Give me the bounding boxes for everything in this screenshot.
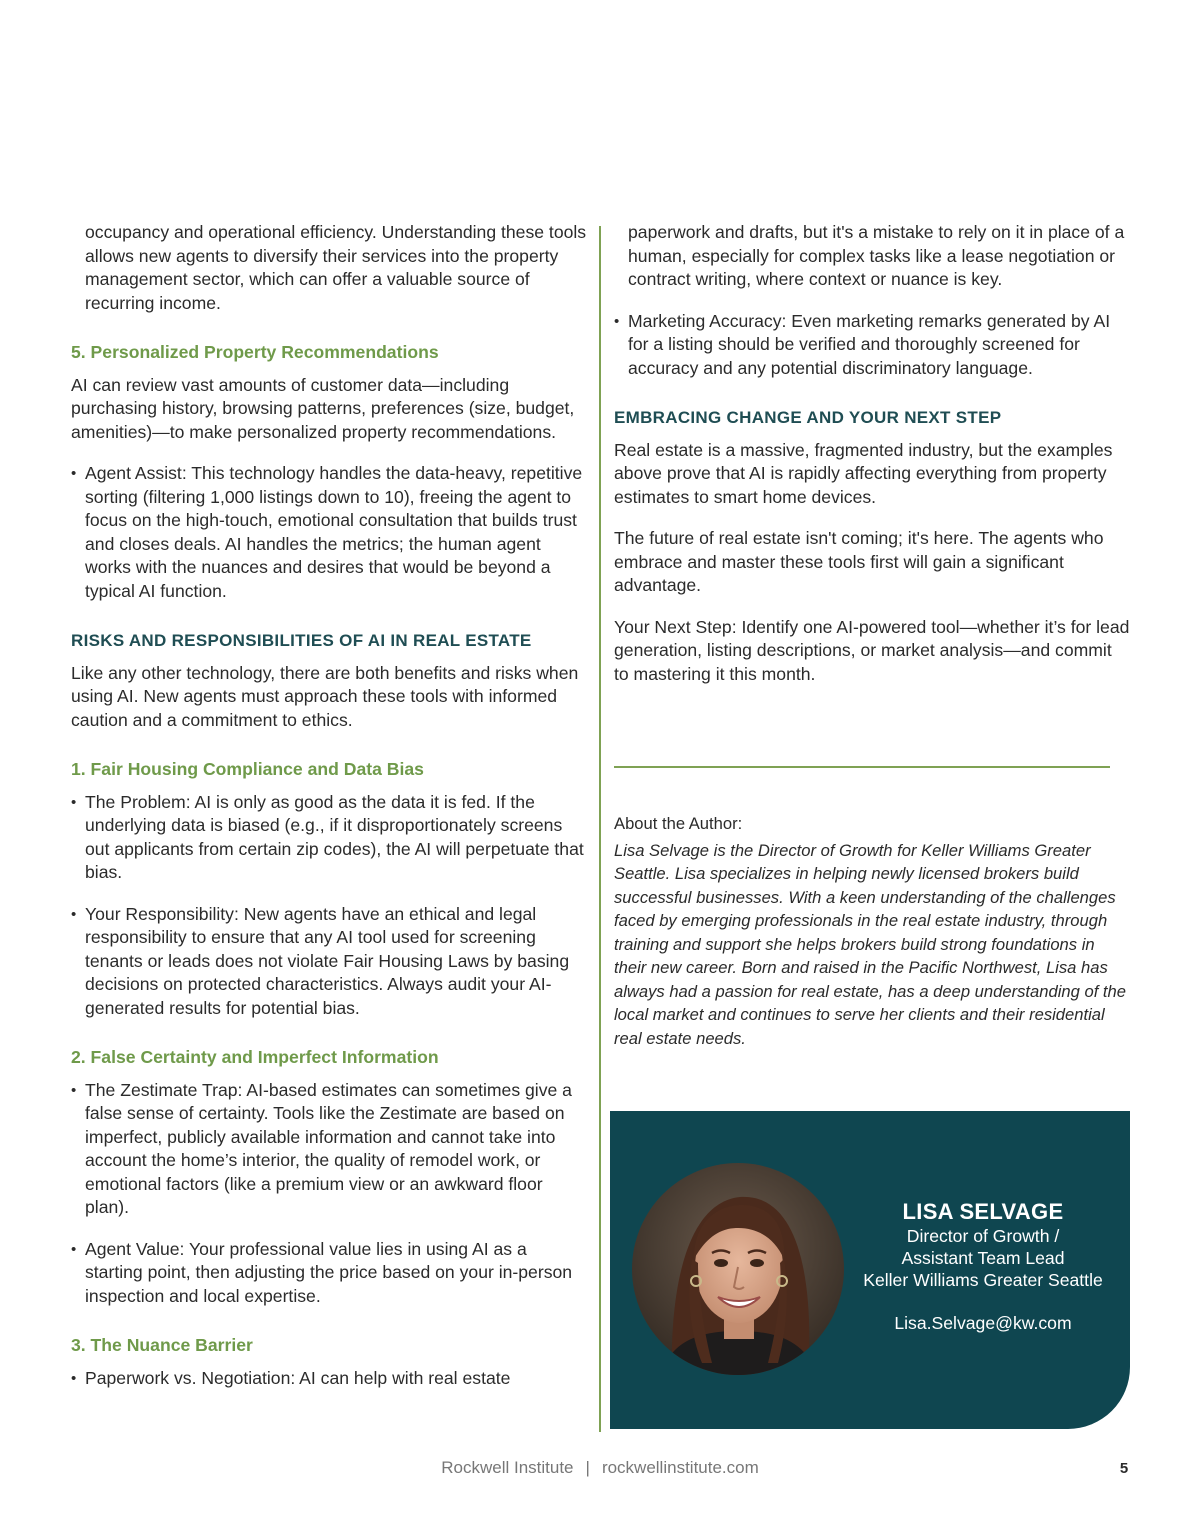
author-title-line2: Assistant Team Lead: [901, 1248, 1065, 1268]
risk3-bullets: [71, 1367, 587, 1391]
change-paragraph-2: The future of real estate isn't coming; it's here. The agents who embrace and master these tools first will gain a significant advantage.: [614, 528, 1104, 595]
list-item: • Agent Value: Your professional value lies in using AI as a starting point, then adjusting the price based on your in-person inspection and local expertise.: [71, 1238, 587, 1309]
about-bio: Lisa Selvage is the Director of Growth for Keller Williams Greater Seattle. Lisa specializes in helping newly licensed brokers build successful businesses. With a keen understanding of the challenges faced by emerging professionals in the real estate industry, through training and support she helps brokers build strong foundations in their new career. Born and raised in the Pacific Northwest, Lisa has always had a passion for real estate, has a deep understanding of the local market and continues to serve her clients and their residential real estate needs.: [614, 840, 1126, 1048]
author-photo: [632, 1163, 844, 1375]
author-title-line1: Director of Growth /: [906, 1226, 1060, 1246]
list-item: • Agent Assist: This technology handles the data-heavy, repetitive sorting (filtering 1,000 listings down to 10), freeing the agent to focus on the high-touch, emotional consultation that builds trust and closes deals. AI handles the metrics; the human agent works with the nuances and desires that would be beyond a typical AI function.: [71, 462, 587, 603]
section5-bullets: [71, 462, 587, 603]
risk1-bullets: [71, 791, 587, 1021]
list-item: • The Problem: AI is only as good as the data it is fed. If the underlying data is biased (e.g., if it disproportionately screens out applicants from certain zip codes), the AI will perpetuate that bias.: [71, 791, 587, 885]
author-email[interactable]: Lisa.Selvage@kw.com: [894, 1313, 1072, 1333]
page-number: 5: [1119, 1460, 1129, 1477]
change-heading: EMBRACING CHANGE AND YOUR NEXT STEP: [614, 408, 1002, 427]
author-company: Keller Williams Greater Seattle: [863, 1270, 1103, 1290]
list-item: • Marketing Accuracy: Even marketing remarks generated by AI for a listing should be verified and thoroughly screened for accuracy and any potential discriminatory language.: [614, 310, 1130, 381]
section5-heading: 5. Personalized Property Recommendations: [71, 342, 439, 362]
continuation-text: paperwork and drafts, but it's a mistake to rely on it in place of a human, especially for complex tasks like a lease negotiation or contract writing, where context or nuance is key.: [628, 222, 1125, 289]
risks-body: Like any other technology, there are both benefits and risks when using AI. New agents must approach these tools with informed caution and a commitment to ethics.: [71, 662, 579, 730]
risk3-heading: 3. The Nuance Barrier: [71, 1335, 253, 1355]
change-paragraph-3: Your Next Step: Identify one AI-powered tool—whether it’s for lead generation, listing descriptions, or market analysis—and commit to mastering it this month.: [614, 616, 1130, 684]
footer-separator: |: [585, 1458, 590, 1477]
list-item: • Your Responsibility: New agents have an ethical and legal responsibility to ensure that any AI tool used for screening tenants or leads does not violate Fair Housing Laws by basing decisions on protected characteristics. Always audit your AI-generated results for potential bias.: [71, 903, 587, 1021]
about-label: About the Author:: [614, 814, 743, 833]
author-name: LISA SELVAGE: [902, 1199, 1064, 1224]
author-card-text: [854, 1199, 1112, 1334]
list-item: • The Zestimate Trap: AI-based estimates can sometimes give a false sense of certainty. Tools like the Zestimate are based on imperfect, publicly available information and cannot take into account the home’s interior, the quality of remodel work, or emotional factors (like a premium view or an awkward floor plan).: [71, 1079, 587, 1220]
column-divider: [599, 226, 601, 1432]
left-column: [71, 221, 587, 1408]
page-footer: [0, 1458, 1200, 1478]
author-card: [610, 1111, 1130, 1429]
list-item: • Paperwork vs. Negotiation: AI can help with real estate: [71, 1367, 587, 1391]
change-paragraph-1: Real estate is a massive, fragmented industry, but the examples above prove that AI is rapidly affecting everything from property estimates to smart home devices.: [614, 439, 1113, 507]
right-column: [614, 221, 1130, 704]
footer-org: Rockwell Institute: [441, 1458, 574, 1477]
risk2-heading: 2. False Certainty and Imperfect Information: [71, 1047, 439, 1067]
section5-body: AI can review vast amounts of customer data—including purchasing history, browsing patterns, preferences (size, budget, amenities)—to make personalized property recommendations.: [71, 374, 575, 442]
footer-url[interactable]: rockwellinstitute.com: [601, 1458, 759, 1477]
risk1-heading: 1. Fair Housing Compliance and Data Bias: [71, 759, 424, 779]
right-bullets: [614, 310, 1130, 381]
intro-continuation: occupancy and operational efficiency. Understanding these tools allows new agents to diversify their services into the property management sector, which can offer a valuable source of recurring income.: [85, 222, 587, 313]
author-portrait-icon: [632, 1163, 844, 1375]
risk2-bullets: [71, 1079, 587, 1309]
risks-heading: RISKS AND RESPONSIBILITIES OF AI IN REAL ESTATE: [71, 631, 532, 650]
about-author: [614, 812, 1130, 1050]
section-rule: [614, 766, 1110, 768]
